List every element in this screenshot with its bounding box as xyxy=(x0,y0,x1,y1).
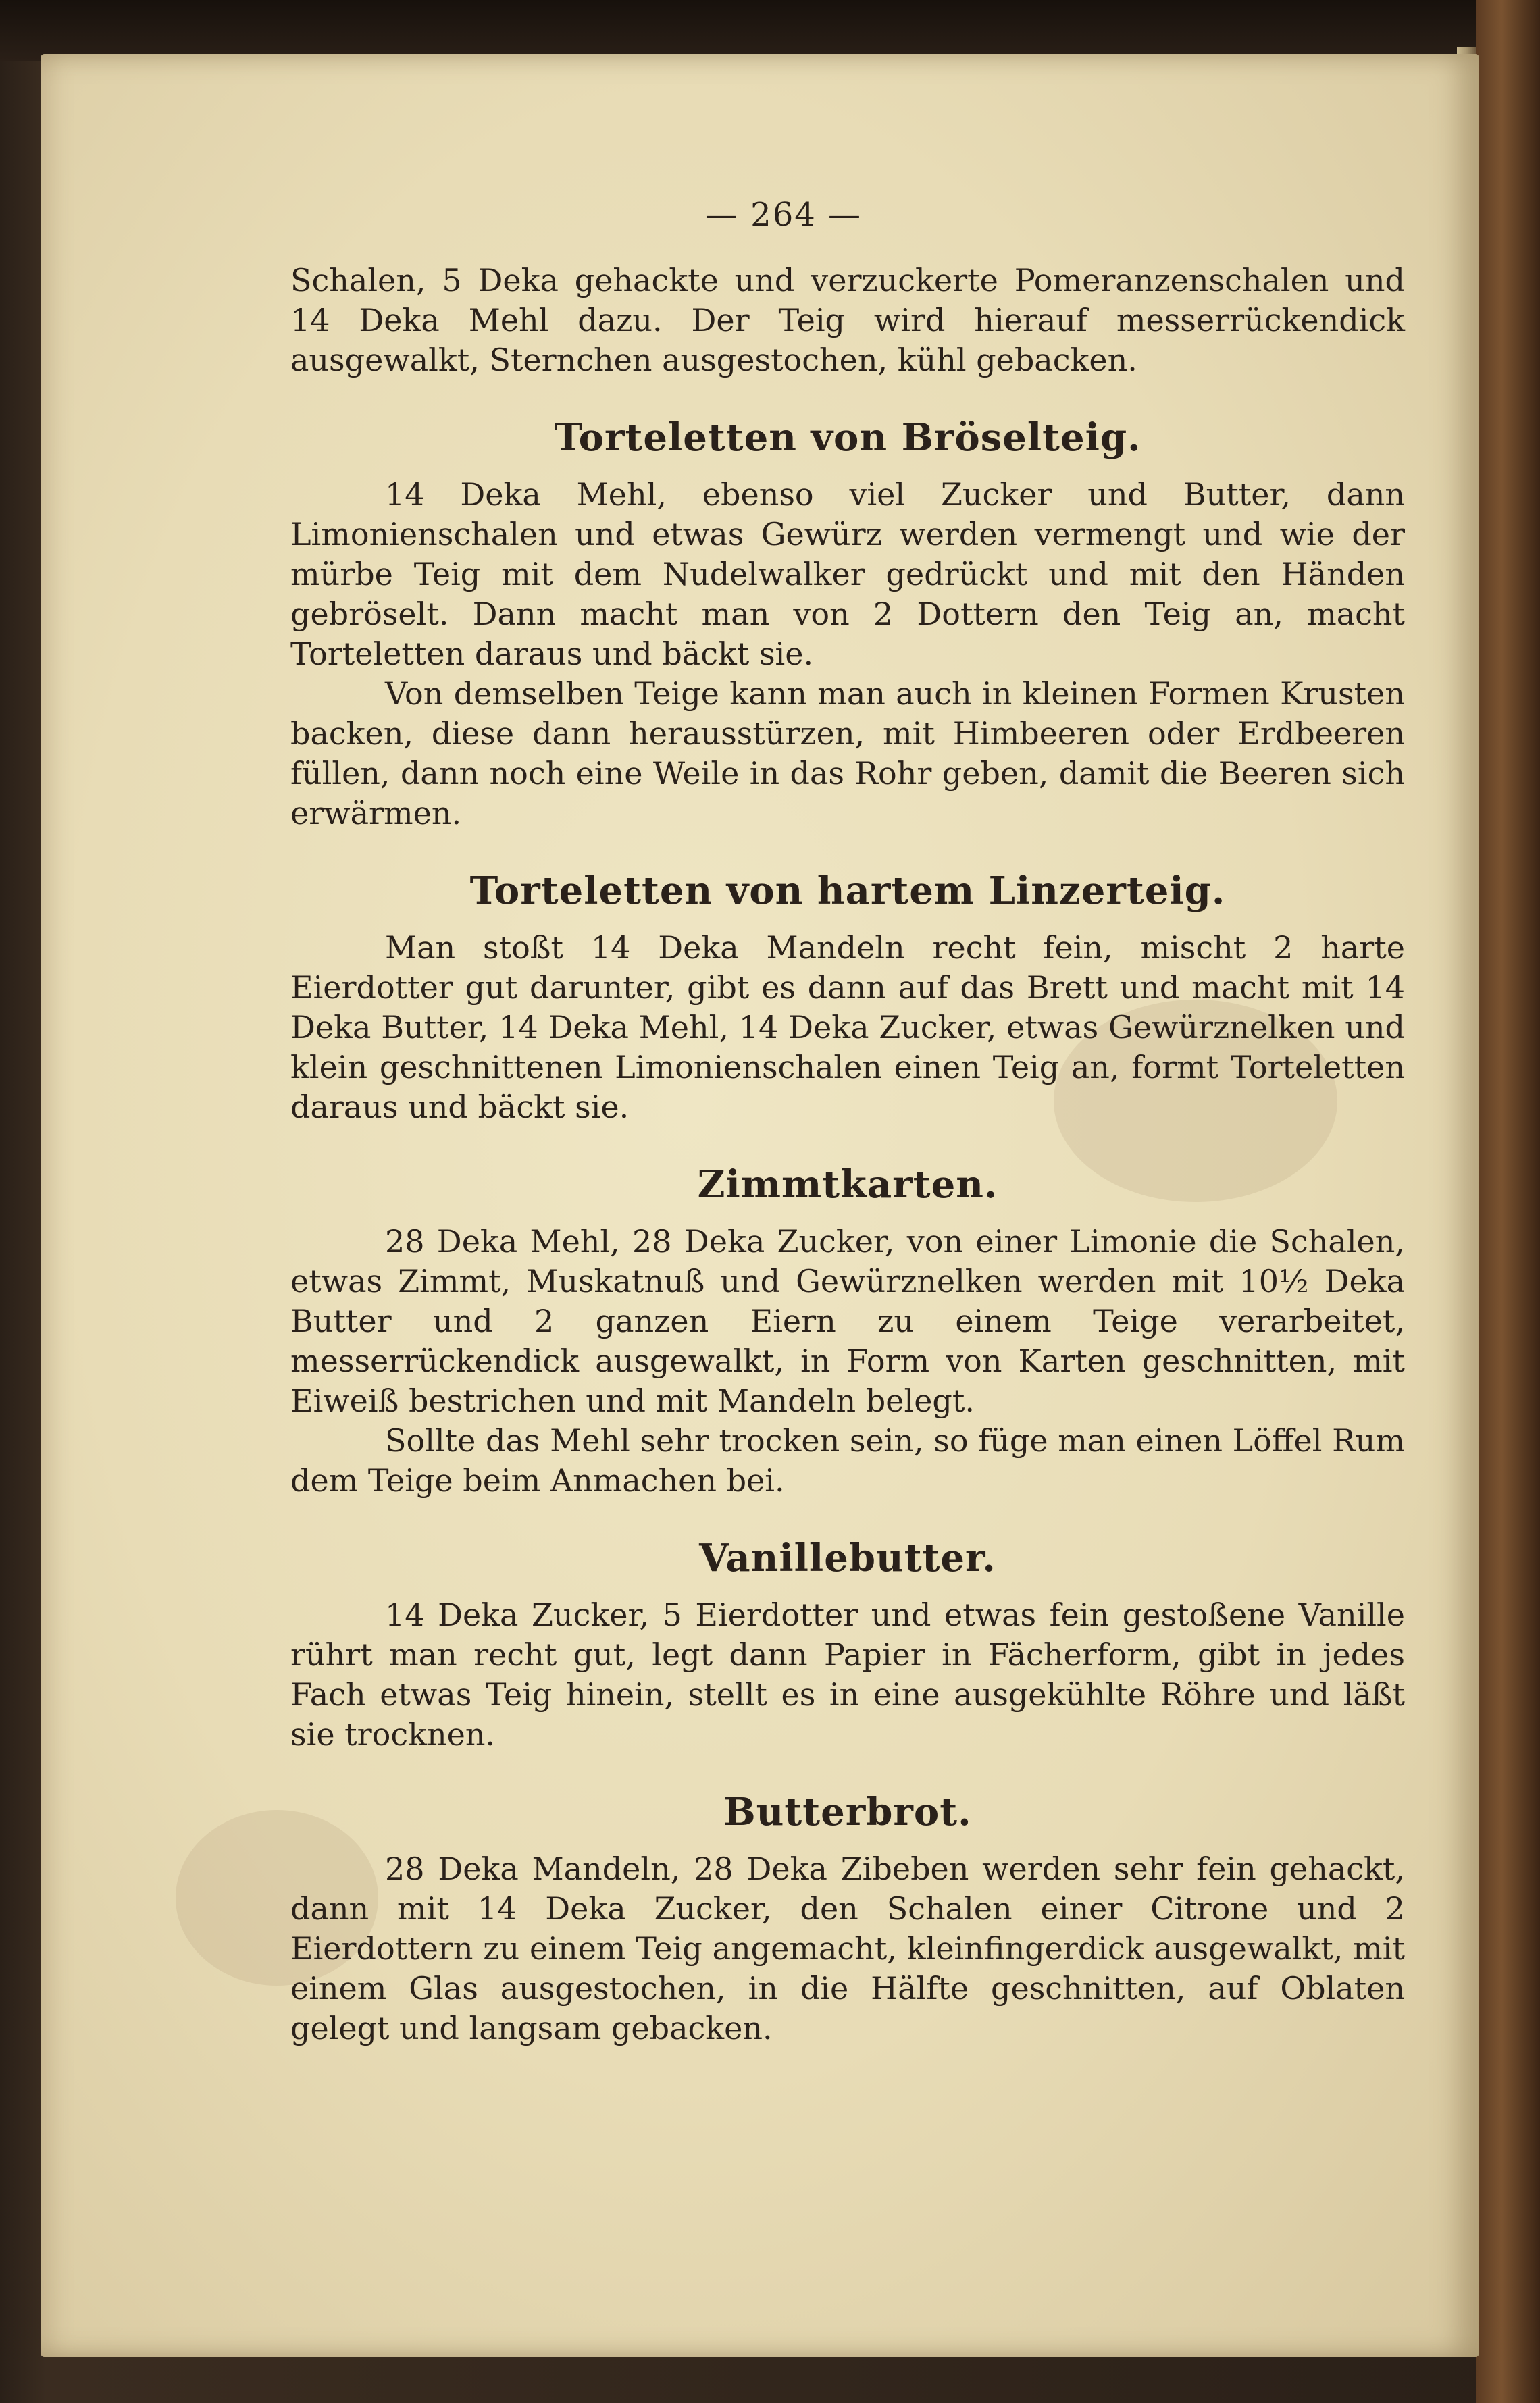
recipe-title: Vanillebutter. xyxy=(699,1536,996,1580)
recipe-paragraph: Man stoßt 14 Deka Mandeln recht fein, mischt 2 harte Eierdotter gut darunter, gibt es dann auf das Brett und macht mit 14 Deka Butter, 14 Deka Mehl, 14 Deka Zucker, etwas Gewürznelken und klein geschnittenen Limonienschalen einen Teig an, formt Torteletten daraus und bäckt sie. xyxy=(290,929,1405,1125)
recipe-paragraph: Sollte das Mehl sehr trocken sein, so füge man einen Löffel Rum dem Teige beim Anmachen bei. xyxy=(290,1422,1405,1499)
recipe-butterbrot xyxy=(290,1790,1405,2048)
recipe-paragraph: 28 Deka Mandeln, 28 Deka Zibeben werden sehr fein gehackt, dann mit 14 Deka Zucker, den Schalen einer Citrone und 2 Eierdottern zu einem Teig angemacht, kleinfingerdick ausgewalkt, mit einem Glas ausgestochen, in die Hälfte geschnitten, auf Oblaten gelegt und langsam gebacken. xyxy=(290,1851,1405,2046)
recipe-torteletten-broeselteig xyxy=(290,415,1405,833)
recipe-vanillebutter xyxy=(290,1536,1405,1755)
recipe-paragraph: 28 Deka Mehl, 28 Deka Zucker, von einer Limonie die Schalen, etwas Zimmt, Muskatnuß und Gewürznelken werden mit 10½ Deka Butter und 2 ganzen Eiern zu einem Teige verarbeitet, messerrückendick ausgewalkt, in Form von Karten geschnitten, mit Eiweiß bestrichen und mit Mandeln belegt. xyxy=(290,1223,1405,1419)
scan-background-top xyxy=(0,0,1540,61)
recipe-title: Torteletten von Bröselteig. xyxy=(554,415,1141,460)
recipe-title: Zimmtkarten. xyxy=(697,1162,998,1207)
book-binding xyxy=(1476,0,1540,2403)
recipe-zimmtkarten xyxy=(290,1162,1405,1501)
page-content xyxy=(290,196,1405,2048)
recipe-paragraph: Von demselben Teige kann man auch in kleinen Formen Krusten backen, diese dann herausstürzen, mit Himbeeren oder Erdbeeren füllen, dann noch eine Weile in das Rohr geben, damit die Beeren sich erwärmen. xyxy=(290,675,1405,831)
recipe-paragraph: 14 Deka Mehl, ebenso viel Zucker und Butter, dann Limonienschalen und etwas Gewürz werden vermengt und wie der mürbe Teig mit dem Nudelwalker gedrückt und mit den Händen gebröselt. Dann macht man von 2 Dottern den Teig an, macht Torteletten daraus und bäckt sie. xyxy=(290,476,1405,672)
recipe-torteletten-linzerteig xyxy=(290,869,1405,1127)
recipe-title: Butterbrot. xyxy=(723,1790,972,1834)
recipe-paragraph: 14 Deka Zucker, 5 Eierdotter und etwas fein gestoßene Vanille rührt man recht gut, legt dann Papier in Fächerform, gibt in jedes Fach etwas Teig hinein, stellt es in eine ausgekühlte Röhre und läßt sie trocknen. xyxy=(290,1597,1405,1753)
recipe-title: Torteletten von hartem Linzerteig. xyxy=(469,869,1226,913)
page-number: — 264 — xyxy=(704,196,863,234)
intro-paragraph: Schalen, 5 Deka gehackte und verzuckerte Pomeranzenschalen und 14 Deka Mehl dazu. Der Teig wird hierauf messerrückendick ausgewalkt, Sternchen ausgestochen, kühl gebacken. xyxy=(290,262,1405,378)
